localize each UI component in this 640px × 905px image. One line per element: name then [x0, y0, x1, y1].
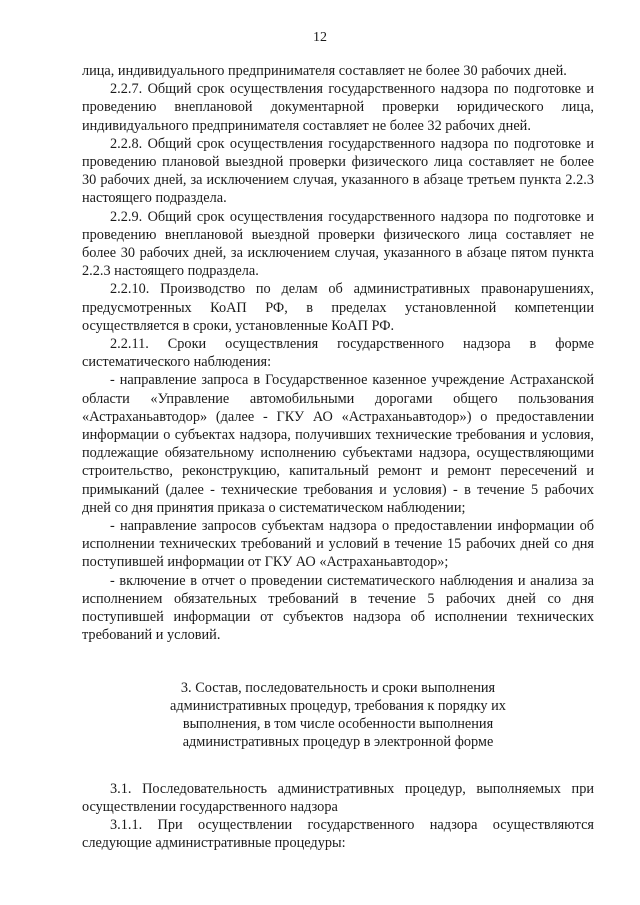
- section-heading-line: административных процедур, требования к порядку их: [170, 697, 506, 714]
- paragraph-2-2-9: 2.2.9. Общий срок осуществления государственного надзора по подготовке и проведению внеплановой выездной проверки физического лица составляет не более 30 рабочих дней, за исключением случая, указанного в абзаце пятом пункта 2.2.3 настоящего подраздела.: [82, 208, 594, 280]
- section-3-heading: [82, 679, 594, 751]
- section-heading-line: административных процедур в электронной форме: [182, 733, 494, 750]
- list-item-request-gku: - направление запроса в Государственное казенное учреждение Астраханской области «Управление автомобильными дорогами общего пользования «Астраханьавтодор» (далее - ГКУ АО «Астраханьавтодор») о предоставлении информации о субъектах надзора, получивших технические требования и условия, подлежащие обязательному исполнению субъектами надзора, осуществляющими строительство, реконструкцию, капитальный ремонт и ремонт пересечений и примыканий (далее - технические требования и условия) - в течение 5 рабочих дней со дня принятия приказа о систематическом наблюдении;: [82, 372, 594, 516]
- paragraph-2-2-7: 2.2.7. Общий срок осуществления государственного надзора по подготовке и проведению внеплановой документарной проверки юридического лица, индивидуального предпринимателя составляет не более 32 рабочих дней.: [82, 81, 594, 134]
- paragraph-3-1-1: 3.1.1. При осуществлении государственного надзора осуществляются следующие административные процедуры:: [82, 816, 594, 852]
- section-heading-line: 3. Состав, последовательность и сроки выполнения: [180, 679, 496, 696]
- section-heading-line: выполнения, в том числе особенности выполнения: [182, 715, 494, 732]
- list-item-report: - включение в отчет о проведении систематического наблюдения и анализа за исполнением обязательных требований в течение 5 рабочих дней со дня поступившей информации от субъектов надзора об исполнении технических требований и условий.: [82, 572, 594, 644]
- paragraph-2-2-11: 2.2.11. Сроки осуществления государственного надзора в форме систематического наблюдения:: [82, 336, 594, 371]
- paragraph-2-2-8: 2.2.8. Общий срок осуществления государственного надзора по подготовке и проведению плановой выездной проверки физического лица составляет не более 30 рабочих дней, за исключением случая, указанного в абзаце третьем пункта 2.2.3 настоящего подраздела.: [82, 135, 594, 207]
- page-number: 12: [313, 30, 327, 45]
- paragraph-3-1: 3.1. Последовательность административных процедур, выполняемых при осуществлении государственного надзора: [82, 780, 594, 815]
- paragraph-continuation: лица, индивидуального предпринимателя составляет не более 30 рабочих дней.: [82, 63, 567, 79]
- list-item-request-subjects: - направление запросов субъектам надзора о предоставлении информации об исполнении технических требований и условий в течение 15 рабочих дней со дня поступившей информации от ГКУ АО «Астраханьавтодор»;: [82, 518, 594, 571]
- paragraph-2-2-10: 2.2.10. Производство по делам об административных правонарушениях, предусмотренных КоАП РФ, в пределах установленной компетенции осуществляется в сроки, установленные КоАП РФ.: [82, 281, 594, 334]
- document-body: [82, 62, 594, 852]
